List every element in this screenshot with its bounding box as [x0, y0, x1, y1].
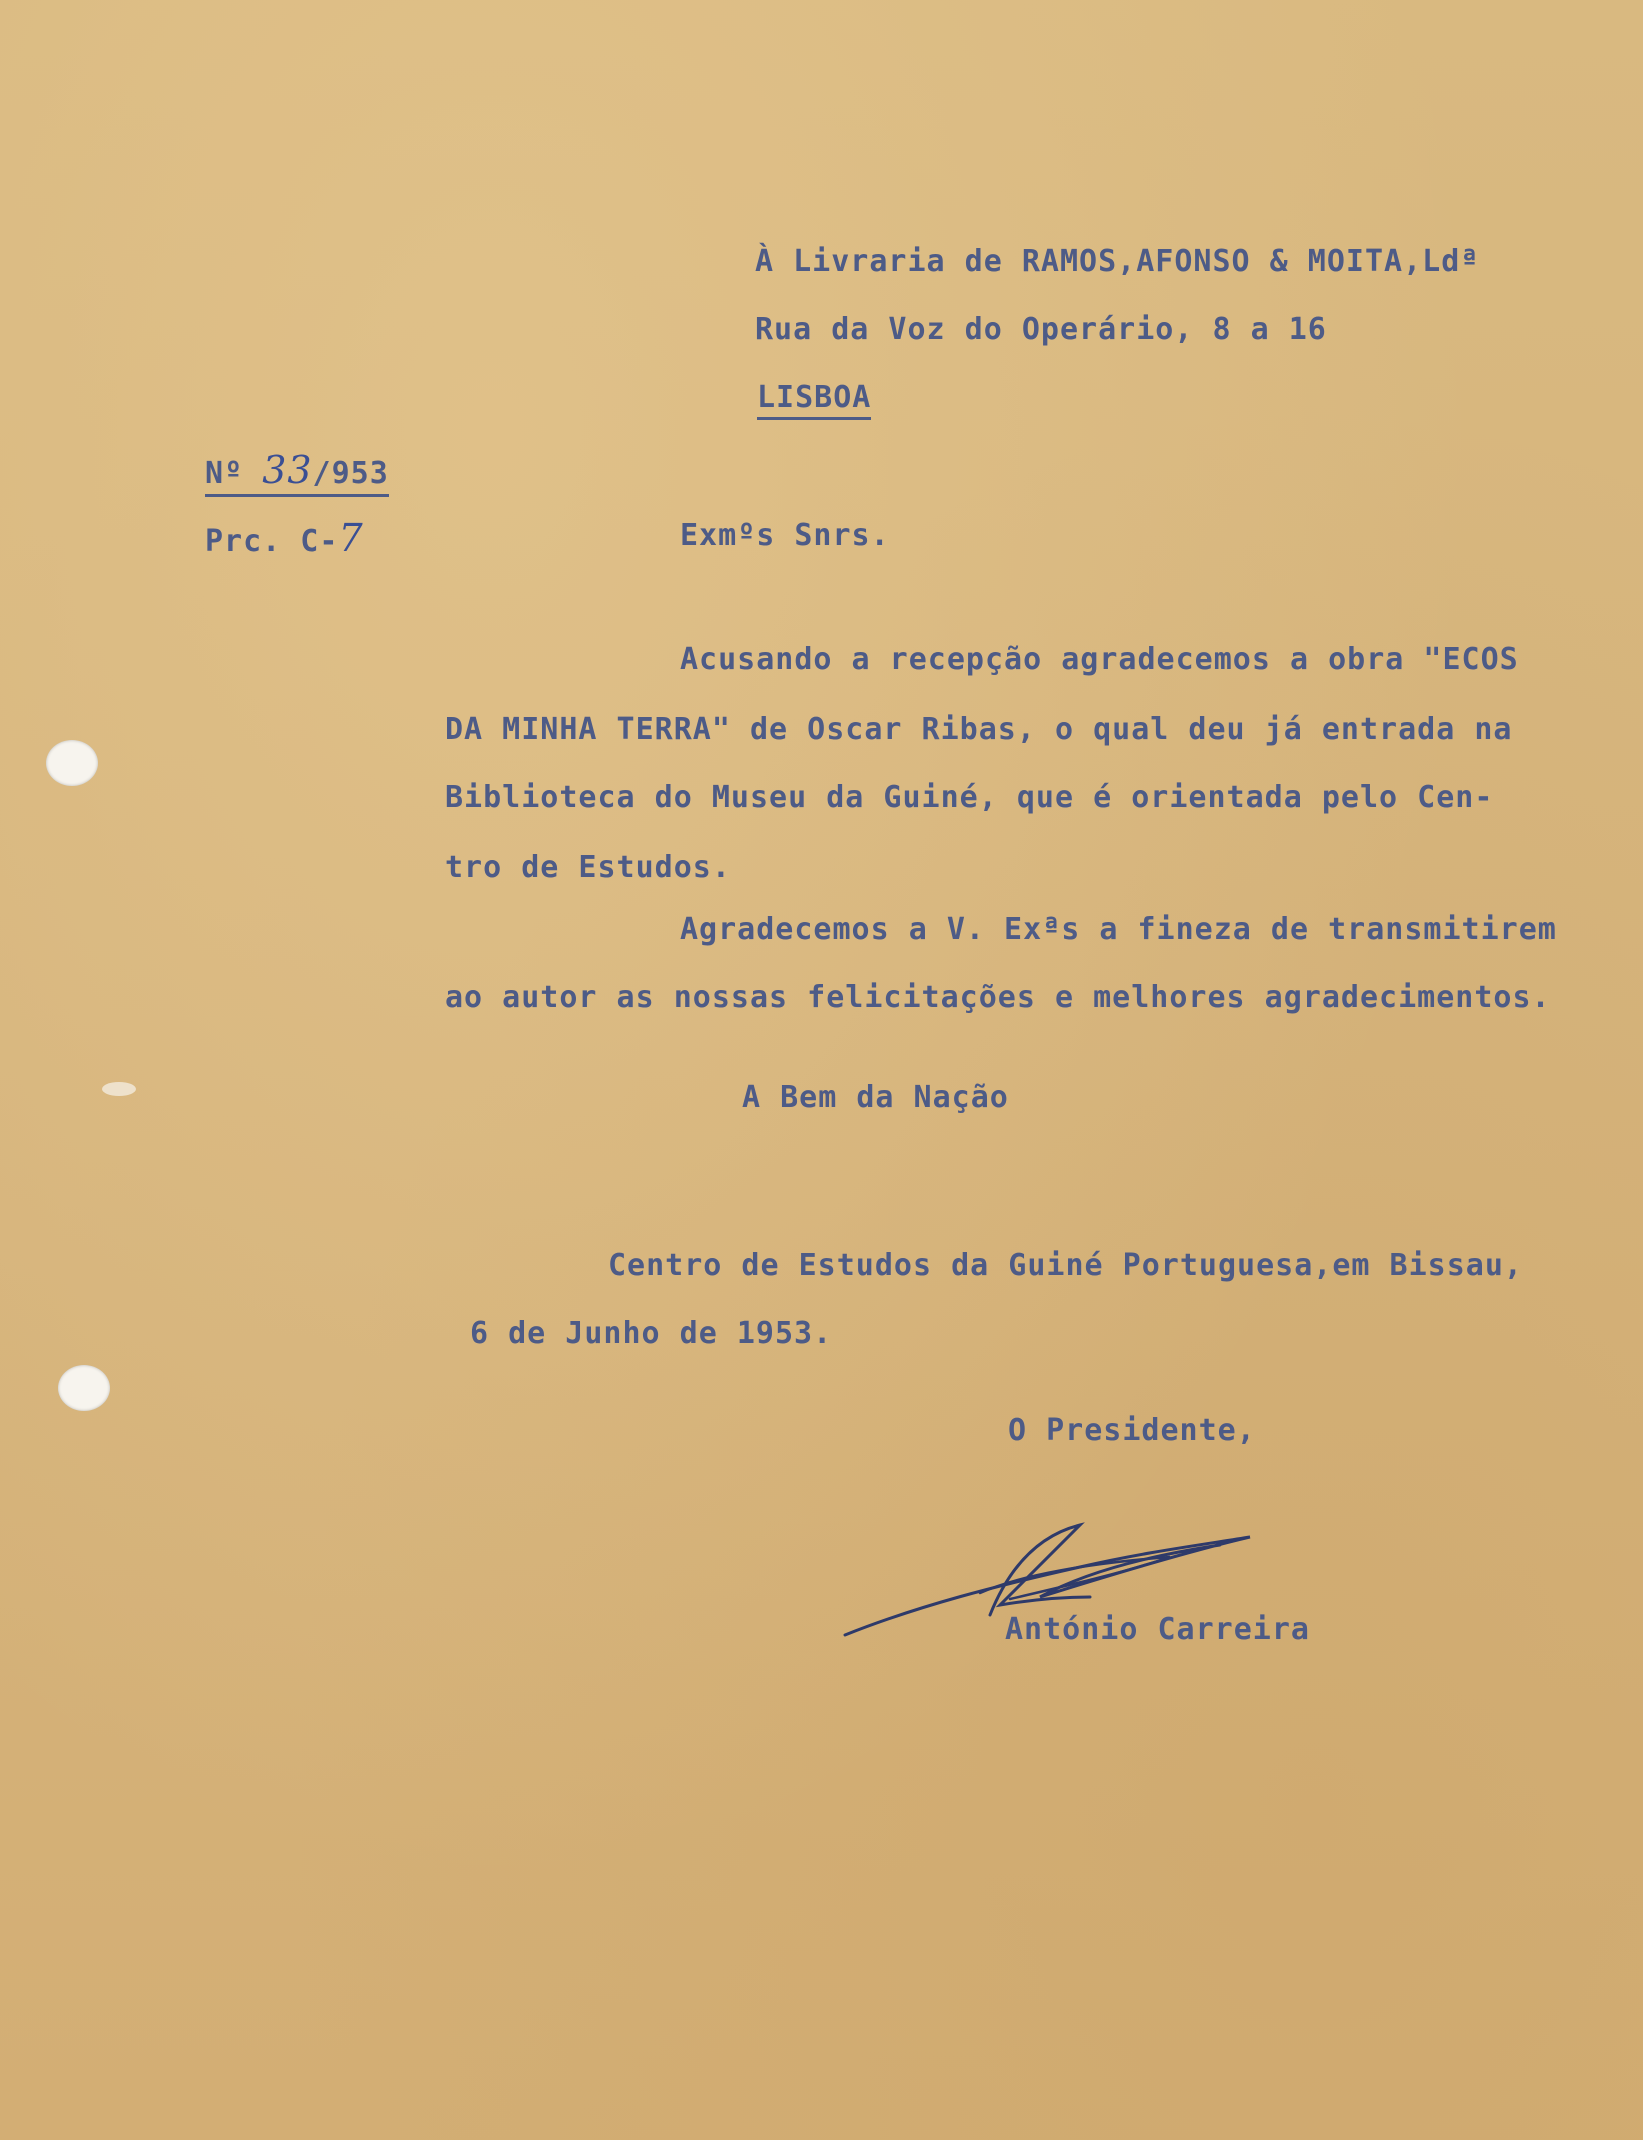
punch-hole-top [46, 740, 98, 786]
process-handwritten: 7 [338, 516, 364, 560]
process-label: Prc. C- [205, 524, 339, 559]
closing-formula: A Bem da Nação [742, 1080, 1009, 1115]
signatory-title: O Presidente, [1008, 1413, 1256, 1448]
punch-hole-middle [102, 1082, 136, 1096]
body-p1-line-1: Acusando a recepção agradecemos a obra "ECOS [680, 642, 1519, 677]
reference-number-year: /953 [312, 456, 389, 491]
body-p2-line-2: ao autor as nossas felicitações e melhores agradecimentos. [445, 980, 1551, 1015]
body-p2-line-1: Agradecemos a V. Exªs a fineza de transmitirem [680, 912, 1557, 947]
recipient-line-2: Rua da Voz do Operário, 8 a 16 [755, 312, 1327, 347]
date-line: 6 de Junho de 1953. [470, 1316, 833, 1351]
reference-number [205, 448, 389, 497]
process-reference [205, 516, 364, 560]
signatory-name: António Carreira [1005, 1612, 1310, 1647]
reference-number-label: Nº [205, 456, 244, 491]
body-p1-line-3: Biblioteca do Museu da Guiné, que é orientada pelo Cen- [445, 780, 1494, 815]
body-p1-line-2: DA MINHA TERRA" de Oscar Ribas, o qual deu já entrada na [445, 712, 1513, 747]
recipient-city: LISBOA [757, 380, 871, 420]
place-line: Centro de Estudos da Guiné Portuguesa,em Bissau, [608, 1248, 1523, 1283]
punch-hole-bottom [58, 1365, 110, 1411]
body-p1-line-4: tro de Estudos. [445, 850, 731, 885]
reference-number-handwritten: 33 [262, 448, 313, 492]
salutation: Exmºs Snrs. [680, 518, 890, 553]
recipient-line-1: À Livraria de RAMOS,AFONSO & MOITA,Ldª [755, 244, 1480, 279]
